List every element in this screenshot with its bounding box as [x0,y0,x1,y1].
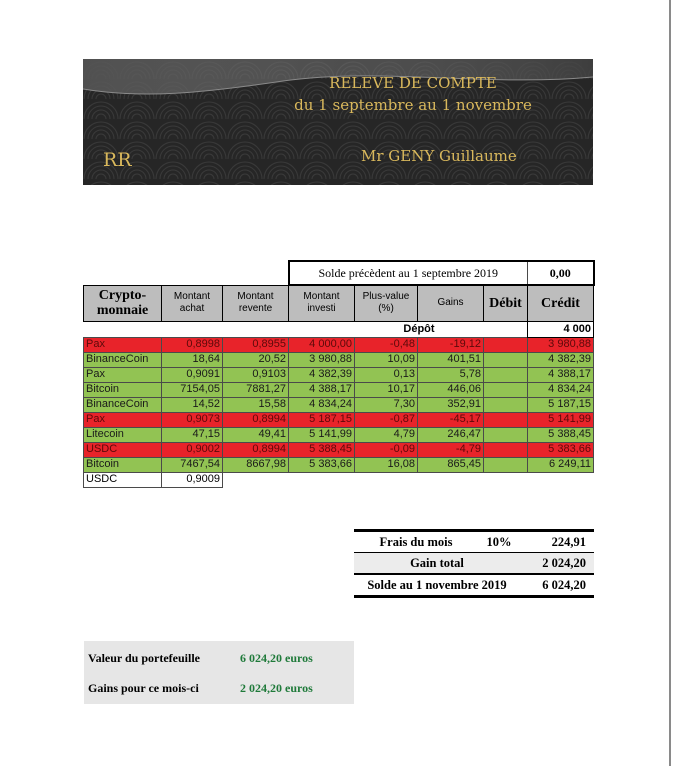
cell-investi: 4 834,24 [289,397,355,412]
cell-credit: 4 834,24 [528,382,594,397]
cell-debit [484,352,528,367]
total-gain-value: 2 024,20 [542,555,586,570]
col-crypto: Crypto-monnaie [84,285,162,321]
cell-pv: 10,17 [355,382,418,397]
statement-banner [83,59,593,185]
cell-achat: 0,9091 [162,367,223,382]
cell-credit: 5 141,99 [528,412,594,427]
cell-gains: 446,06 [418,382,484,397]
table-header [84,285,594,321]
previous-balance-row [84,261,594,285]
cell-credit: 5 187,15 [528,397,594,412]
final-balance-label: Solde au 1 novembre 2019 [367,577,507,592]
cell-credit: 5 388,45 [528,427,594,442]
portfolio-value-row [88,651,313,666]
portfolio-value: 6 024,20 euros [240,651,313,665]
col-achat: Montant achat [162,285,223,321]
transactions-table [83,260,595,488]
pending-row [84,472,594,487]
table-row [84,412,594,427]
col-credit: Crédit [528,285,594,321]
fees-pct: 10% [486,534,512,549]
cell-pv: -0,87 [355,412,418,427]
cell-pv: 4,79 [355,427,418,442]
table-row [84,337,594,352]
cell-pv: 10,09 [355,352,418,367]
cell-revente: 0,9103 [223,367,289,382]
cell-gains: 352,91 [418,397,484,412]
fees-value: 224,91 [551,534,586,549]
fees-row [354,529,594,553]
table-row [84,442,594,457]
cell-pv: -0,48 [355,337,418,352]
table-row [84,367,594,382]
deposit-value: 4 000 [528,321,594,337]
cell-crypto: Pax [84,367,162,382]
cell-crypto: Bitcoin [84,382,162,397]
table-row [84,427,594,442]
cell-revente: 49,41 [223,427,289,442]
cell-crypto: Pax [84,337,162,352]
cell-revente: 0,8955 [223,337,289,352]
cell-revente: 15,58 [223,397,289,412]
pending-achat: 0,9009 [162,472,223,487]
cell-crypto: Litecoin [84,427,162,442]
cell-pv: -0,09 [355,442,418,457]
cell-crypto: Bitcoin [84,457,162,472]
cell-gains: 401,51 [418,352,484,367]
previous-balance-label: Solde précèdent au 1 septembre 2019 [289,261,528,285]
cell-debit [484,442,528,457]
deposit-label: Dépôt [403,322,435,335]
col-gains: Gains [418,285,484,321]
month-summary [354,529,594,598]
cell-revente: 20,52 [223,352,289,367]
cell-debit [484,367,528,382]
cell-debit [484,337,528,352]
monthly-gains-row [88,681,313,696]
previous-balance-value: 0,00 [528,261,594,285]
cell-investi: 3 980,88 [289,352,355,367]
cell-credit: 4 388,17 [528,367,594,382]
cell-gains: -45,17 [418,412,484,427]
table-row [84,397,594,412]
col-debit: Débit [484,285,528,321]
cell-achat: 0,9002 [162,442,223,457]
col-revente: Montant revente [223,285,289,321]
monthly-gains-label: Gains pour ce mois-ci [88,681,199,695]
table-row [84,457,594,472]
cell-revente: 8667,98 [223,457,289,472]
cell-investi: 5 141,99 [289,427,355,442]
portfolio-box [84,641,354,704]
transactions-body [84,337,594,472]
initials: RR [103,149,132,171]
col-plus-value: Plus-value (%) [355,285,418,321]
cell-achat: 0,8998 [162,337,223,352]
cell-achat: 7154,05 [162,382,223,397]
cell-revente: 7881,27 [223,382,289,397]
total-gain-label: Gain total [410,555,464,570]
table-row [84,352,594,367]
final-balance-value: 6 024,20 [542,577,586,592]
final-balance-row [354,575,594,598]
cell-investi: 4 000,00 [289,337,355,352]
cell-debit [484,397,528,412]
cell-pv: 0,13 [355,367,418,382]
cell-crypto: USDC [84,442,162,457]
cell-credit: 3 980,88 [528,337,594,352]
account-holder: Mr GENY Guillaume [361,147,517,165]
cell-debit [484,427,528,442]
cell-investi: 5 187,15 [289,412,355,427]
fees-label: Frais du mois [379,534,453,549]
cell-achat: 7467,54 [162,457,223,472]
cell-crypto: Pax [84,412,162,427]
deposit-row [84,321,594,337]
cell-debit [484,382,528,397]
cell-gains: 5,78 [418,367,484,382]
cell-investi: 5 383,66 [289,457,355,472]
cell-investi: 4 382,39 [289,367,355,382]
cell-achat: 14,52 [162,397,223,412]
monthly-gains-value: 2 024,20 euros [240,681,313,695]
portfolio-value-label: Valeur du portefeuille [88,651,201,665]
cell-investi: 5 388,45 [289,442,355,457]
cell-debit [484,457,528,472]
cell-gains: -19,12 [418,337,484,352]
col-investi: Montant investi [289,285,355,321]
pending-crypto: USDC [84,472,162,487]
cell-gains: -4,79 [418,442,484,457]
page-edge [669,0,671,766]
cell-investi: 4 388,17 [289,382,355,397]
cell-debit [484,412,528,427]
table-row [84,382,594,397]
cell-pv: 7,30 [355,397,418,412]
cell-credit: 5 383,66 [528,442,594,457]
cell-revente: 0,8994 [223,412,289,427]
total-gain-row [354,553,594,575]
title-line-2: du 1 septembre au 1 novembre [294,96,532,114]
cell-pv: 16,08 [355,457,418,472]
cell-gains: 865,45 [418,457,484,472]
cell-achat: 0,9073 [162,412,223,427]
cell-revente: 0,8994 [223,442,289,457]
cell-achat: 18,64 [162,352,223,367]
cell-crypto: BinanceCoin [84,397,162,412]
cell-gains: 246,47 [418,427,484,442]
title-line-1: RELEVE DE COMPTE [329,74,497,92]
statement-title [263,72,563,116]
cell-credit: 6 249,11 [528,457,594,472]
cell-credit: 4 382,39 [528,352,594,367]
cell-crypto: BinanceCoin [84,352,162,367]
cell-achat: 47,15 [162,427,223,442]
